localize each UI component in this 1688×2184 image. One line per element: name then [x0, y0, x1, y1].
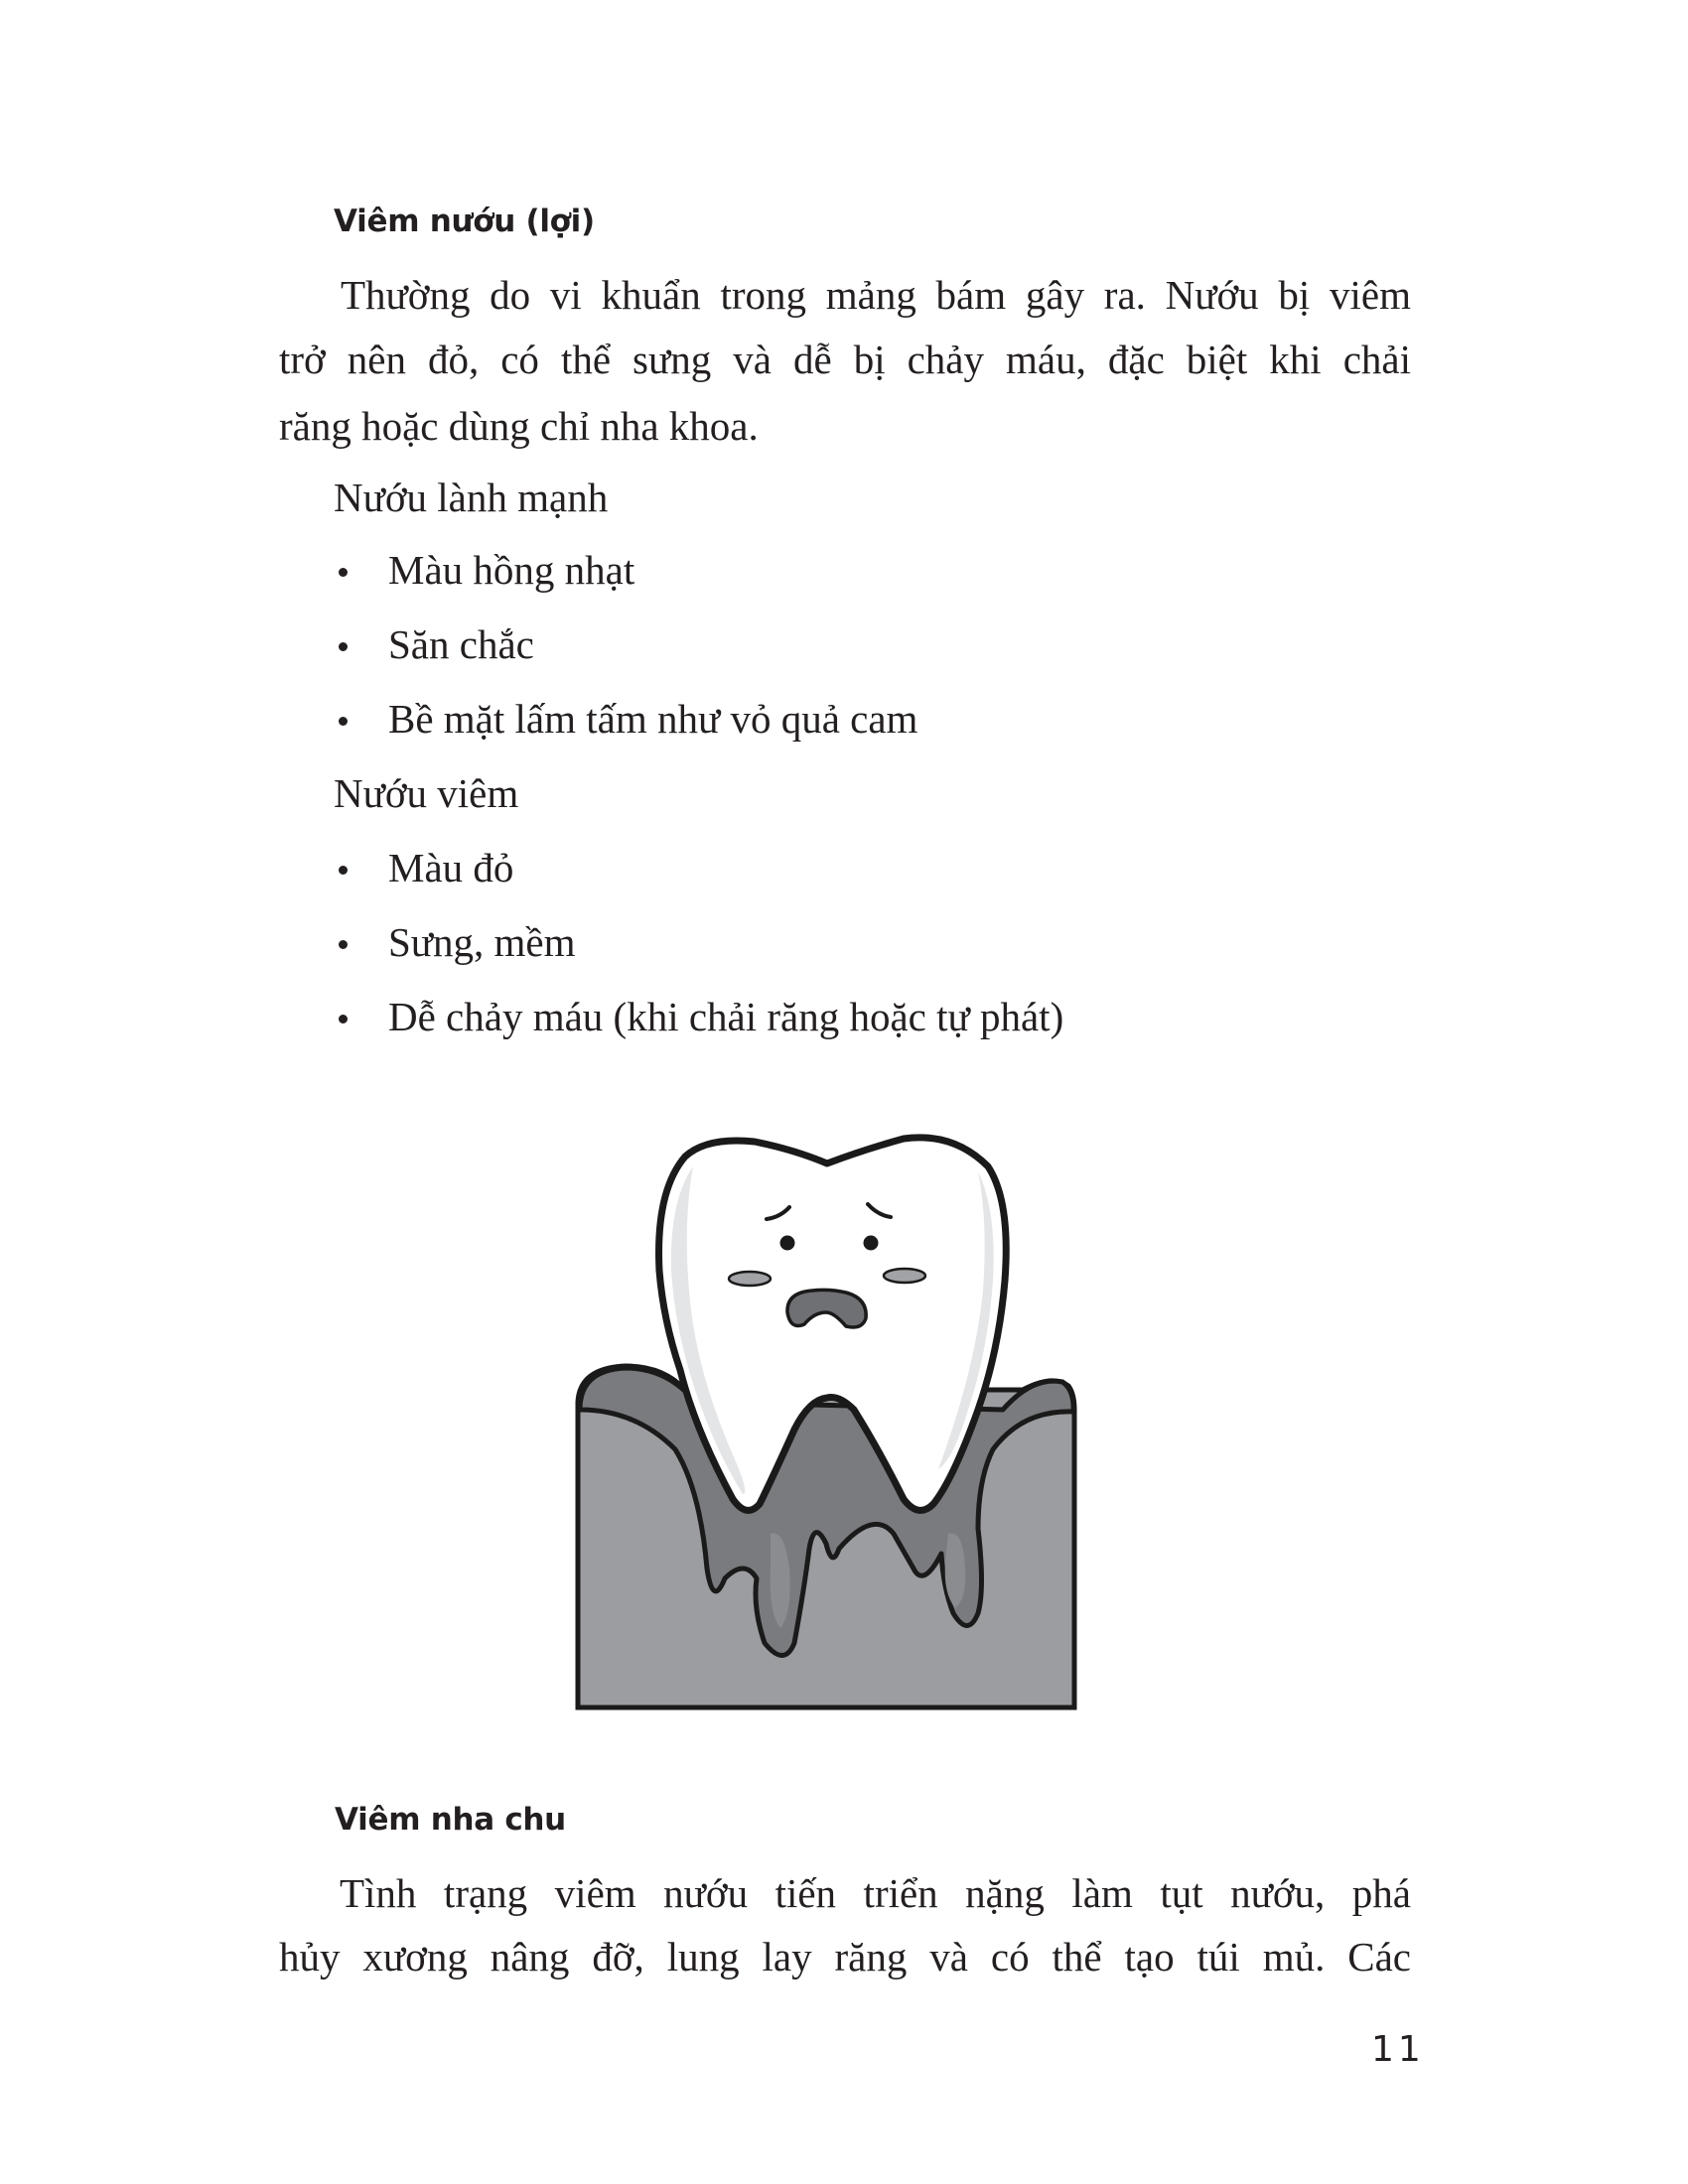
- list-item: Sưng, mềm: [388, 919, 576, 965]
- bullet-icon: [339, 717, 348, 726]
- section-heading-periodontitis: Viêm nha chu: [335, 1802, 566, 1838]
- tooth-illustration: [566, 1122, 1082, 1717]
- list-title-inflamed-gums: Nướu viêm: [334, 770, 519, 816]
- page-number: 11: [1371, 2029, 1425, 2070]
- list-item: Bề mặt lấm tấm như vỏ quả cam: [388, 696, 918, 742]
- right-eye: [864, 1236, 879, 1251]
- list-item: Màu đỏ: [388, 845, 514, 890]
- paragraph-line: răng hoặc dùng chỉ nha khoa.: [279, 403, 759, 449]
- list-title-healthy-gums: Nướu lành mạnh: [334, 475, 609, 520]
- list-item: Săn chắc: [388, 621, 534, 667]
- paragraph-line: trở nên đỏ, có thể sưng và dễ bị chảy máu, đặc biệt khi chải: [279, 337, 1411, 382]
- bullet-icon: [339, 866, 348, 875]
- bullet-icon: [339, 1015, 348, 1024]
- list-item: Màu hồng nhạt: [388, 547, 635, 593]
- left-eye: [780, 1236, 795, 1251]
- paragraph-line: hủy xương nâng đỡ, lung lay răng và có thể tạo túi mủ. Các: [279, 1934, 1411, 1979]
- list-item: Dễ chảy máu (khi chải răng hoặc tự phát): [388, 994, 1064, 1039]
- bullet-icon: [339, 568, 348, 577]
- inflamed-tooth-icon: [566, 1122, 1082, 1717]
- paragraph-line: Thường do vi khuẩn trong mảng bám gây ra. Nướu bị viêm: [341, 272, 1411, 318]
- section-heading-gingivitis: Viêm nướu (lợi): [334, 204, 595, 239]
- paragraph-line: Tình trạng viêm nướu tiến triển nặng làm tụt nướu, phá: [340, 1870, 1411, 1916]
- bullet-icon: [339, 642, 348, 651]
- bullet-icon: [339, 940, 348, 949]
